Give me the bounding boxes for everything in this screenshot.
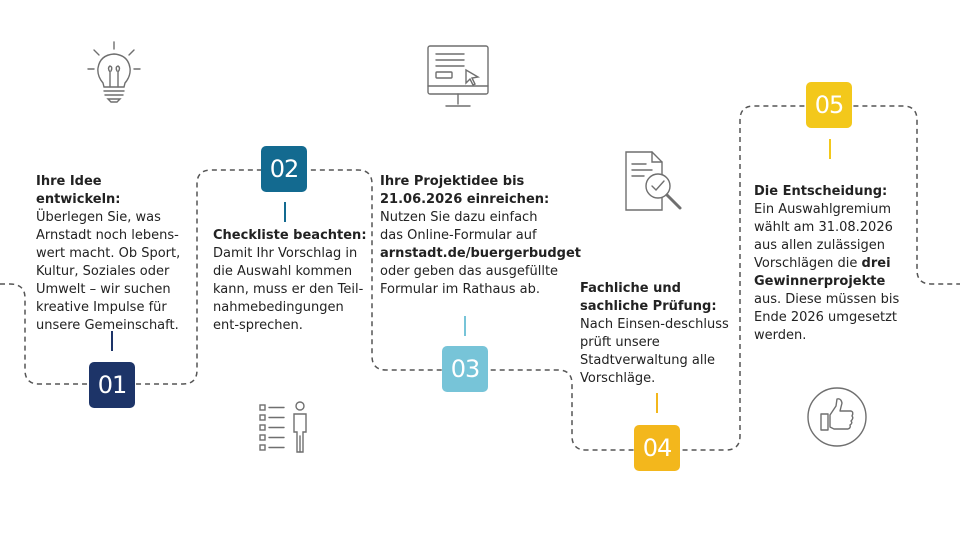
step-1-title: Ihre Idee entwickeln: bbox=[36, 174, 121, 207]
step-2-connector bbox=[284, 202, 286, 222]
step-4-text bbox=[580, 280, 740, 388]
step-5-bold: drei Gewinnerprojekte bbox=[754, 256, 891, 289]
step-5-body-1: Ein Auswahlgremium wählt am 31.08.2026 aus allen zulässigen Vorschlägen die bbox=[754, 202, 893, 271]
step-5-connector bbox=[829, 139, 831, 159]
step-4-body: Nach Einsen-deschluss prüft unsere Stadtverwaltung alle Vorschläge. bbox=[580, 317, 729, 386]
step-4-connector bbox=[656, 393, 658, 413]
document-magnifier-icon bbox=[622, 150, 688, 216]
step-5-body-2: aus. Diese müssen bis Ende 2026 umgesetzt werden. bbox=[754, 292, 900, 343]
step-3-connector bbox=[464, 316, 466, 336]
step-3-body-2: oder geben das ausgefüllte Formular im Rathaus ab. bbox=[380, 264, 559, 297]
online-form-icon bbox=[426, 44, 490, 110]
step-3-badge: 03 bbox=[442, 346, 488, 392]
step-2-body: Damit Ihr Vorschlag in die Auswahl kommen kann, muss er den Teil-nahmebedingungen ent-sprechen. bbox=[213, 246, 364, 333]
step-4-title: Fachliche und sachliche Prüfung: bbox=[580, 281, 717, 314]
lightbulb-icon bbox=[86, 40, 142, 106]
step-5-text bbox=[754, 183, 912, 345]
step-1-badge: 01 bbox=[89, 362, 135, 408]
step-2-badge: 02 bbox=[261, 146, 307, 192]
step-1-text bbox=[36, 173, 186, 335]
thumbs-up-icon bbox=[806, 386, 868, 448]
step-3-title: Ihre Projektidee bis 21.06.2026 einreichen: bbox=[380, 174, 550, 207]
step-3-link[interactable]: arnstadt.de/buergerbudget bbox=[380, 246, 582, 261]
step-2-text bbox=[213, 227, 368, 335]
step-5-title: Die Entscheidung: bbox=[754, 184, 888, 199]
step-3-text bbox=[380, 173, 582, 299]
step-4-badge: 04 bbox=[634, 425, 680, 471]
step-3-body-1: Nutzen Sie dazu einfach das Online-Formular auf bbox=[380, 210, 538, 243]
step-1-body: Überlegen Sie, was Arnstadt noch lebens-wert macht. Ob Sport, Kultur, Soziales oder Umwelt – wir suchen kreative Impulse für unsere Gemeinschaft. bbox=[36, 210, 181, 333]
step-2-title: Checkliste beachten: bbox=[213, 228, 367, 243]
checklist-person-icon bbox=[258, 400, 316, 454]
step-5-badge: 05 bbox=[806, 82, 852, 128]
